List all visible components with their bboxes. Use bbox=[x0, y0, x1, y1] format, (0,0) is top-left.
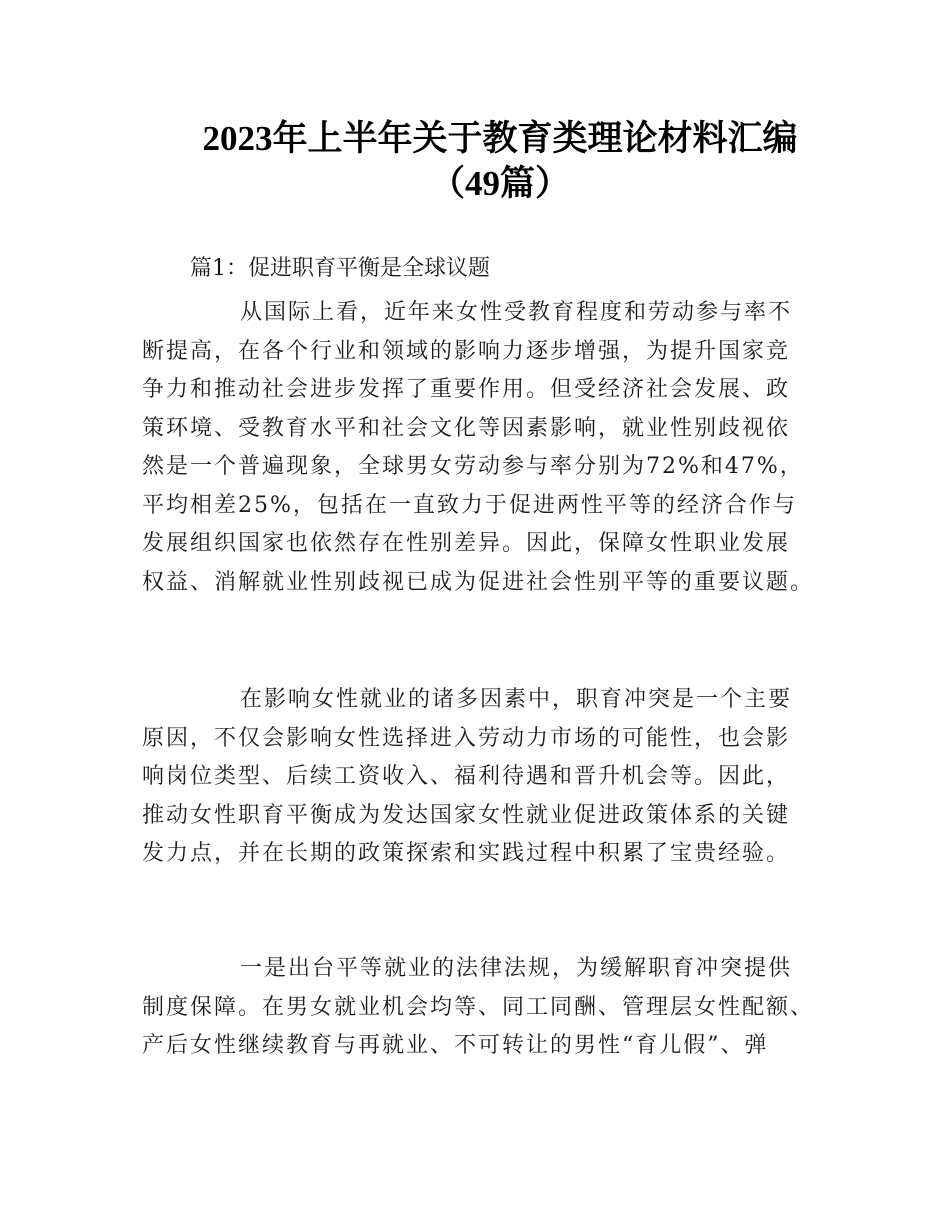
paragraph-line: 断提高，在各个行业和领域的影响力逐步增强，为提升国家竞 bbox=[142, 338, 791, 364]
document-title: 2023年上半年关于教育类理论材料汇编 bbox=[202, 119, 798, 158]
paragraph-line: 从国际上看，近年来女性受教育程度和劳动参与率不 bbox=[240, 300, 793, 325]
paragraph-line: 发展组织国家也依然存在性别差异。因此，保障女性职业发展 bbox=[142, 531, 791, 556]
paragraph-line: 权益、消解就业性别歧视已成为促进社会性别平等的重要议题。 bbox=[142, 569, 815, 595]
paragraph-line: 推动女性职育平衡成为发达国家女性就业促进政策体系的关键 bbox=[142, 802, 791, 828]
paragraph-line: 争力和推动社会进步发挥了重要作用。但受经济社会发展、政 bbox=[142, 377, 791, 402]
paragraph-line: 制度保障。在男女就业机会均等、同工同酬、管理层女性配额、 bbox=[142, 994, 815, 1020]
paragraph-line: 一是出台平等就业的法律法规，为缓解职育冲突提供 bbox=[240, 956, 793, 981]
section-heading: 篇1：促进职育平衡是全球议题 bbox=[190, 256, 490, 281]
paragraph-line: 平均相差25%，包括在一直致力于促进两性平等的经济合作与 bbox=[142, 492, 797, 518]
paragraph-line: 在影响女性就业的诸多因素中，职育冲突是一个主要 bbox=[240, 687, 793, 712]
paragraph-line: 产后女性继续教育与再就业、不可转让的男性“育儿假”、弹 bbox=[142, 1033, 769, 1058]
paragraph-line: 策环境、受教育水平和社会文化等因素影响，就业性别歧视依 bbox=[142, 415, 791, 441]
paragraph-line: 发力点，并在长期的政策探索和实践过程中积累了宝贵经验。 bbox=[142, 841, 791, 866]
document-title-count: （49篇） bbox=[429, 164, 570, 203]
paragraph-line: 然是一个普遍现象，全球男女劳动参与率分别为72%和47%， bbox=[142, 454, 804, 479]
paragraph-2 bbox=[142, 681, 842, 874]
paragraph-line: 响岗位类型、后续工资收入、福利待遇和晋升机会等。因此， bbox=[142, 764, 791, 789]
paragraph-line: 原因，不仅会影响女性选择进入劳动力市场的可能性，也会影 bbox=[142, 725, 791, 751]
paragraph-1 bbox=[142, 294, 842, 602]
paragraph-3 bbox=[142, 950, 842, 1066]
